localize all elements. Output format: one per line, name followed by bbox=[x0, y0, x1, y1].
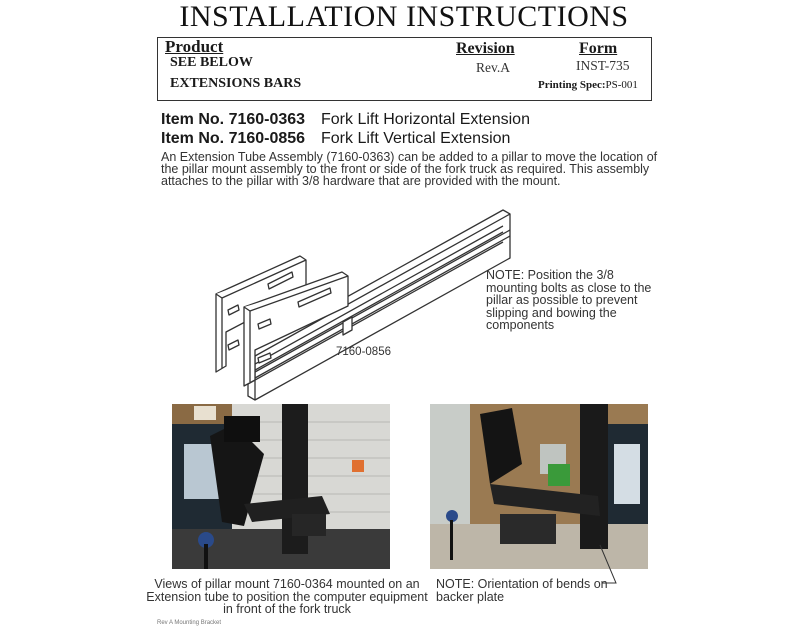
product-label: Product bbox=[165, 37, 224, 56]
part-number-label: 7160-0856 bbox=[336, 346, 391, 358]
right-photo-caption: NOTE: Orientation of bends on backer plate bbox=[436, 577, 608, 604]
item-description: Fork Lift Vertical Extension bbox=[321, 130, 511, 147]
item-number: Item No. 7160-0363 bbox=[161, 111, 306, 128]
form-label: Form bbox=[579, 40, 618, 57]
footer-text: Rev A Mounting Bracket bbox=[157, 620, 222, 626]
revision-label: Revision bbox=[456, 40, 515, 57]
page-title: INSTALLATION INSTRUCTIONS bbox=[179, 0, 629, 33]
revision-value: Rev.A bbox=[476, 60, 510, 75]
item-description: Fork Lift Horizontal Extension bbox=[321, 111, 530, 128]
product-value-line2: EXTENSIONS BARS bbox=[170, 76, 302, 91]
form-value: INST-735 bbox=[576, 58, 630, 73]
intro-paragraph: An Extension Tube Assembly (7160-0363) can be added to a pillar to move the location of the pillar mount assembly to the front or side of the fork truck as required. This assembly attaches to the pillar with 3/8 hardware that are provided with the mount. bbox=[161, 150, 658, 188]
left-photo-caption: Views of pillar mount 7160-0364 mounted on an Extension tube to position the computer equipment in front of the fork truck bbox=[146, 577, 428, 616]
printing-spec-value: PS-001 bbox=[605, 79, 638, 91]
printing-spec-label: Printing Spec: bbox=[538, 79, 606, 91]
item-number: Item No. 7160-0856 bbox=[161, 130, 306, 147]
mounting-note: NOTE: Position the 3/8 mounting bolts as close to the pillar as possible to prevent slipping and bowing the components bbox=[486, 268, 652, 332]
product-value-line1: SEE BELOW bbox=[170, 55, 253, 70]
